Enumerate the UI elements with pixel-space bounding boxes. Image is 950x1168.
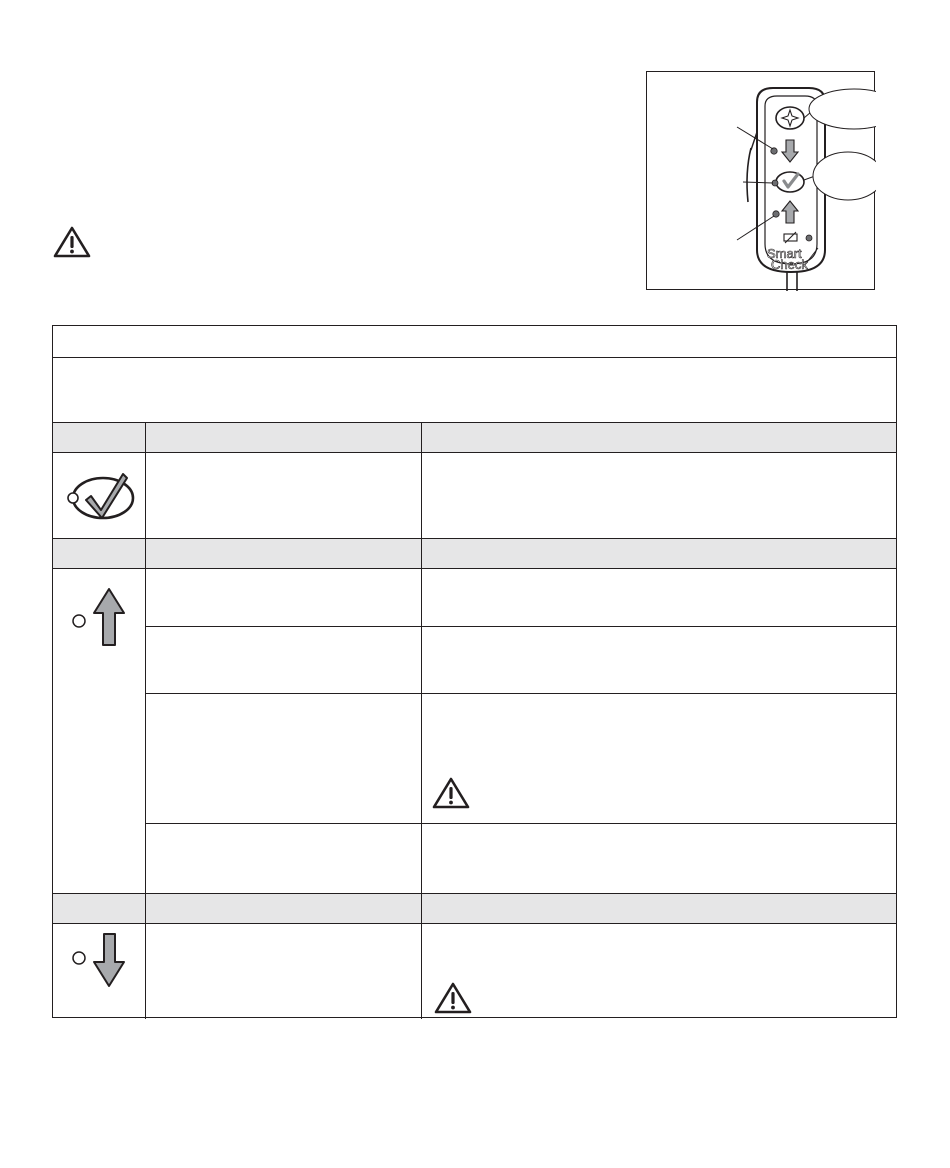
up-arrow-icon <box>69 585 129 651</box>
device-figure <box>646 71 875 290</box>
brand-smart-text: Smart <box>767 246 802 261</box>
down-arrow-icon <box>69 930 129 990</box>
warning-triangle-icon <box>52 225 92 259</box>
table-header-row <box>53 538 896 568</box>
table-header-row <box>53 422 896 452</box>
warning-triangle-icon <box>433 981 473 1015</box>
table-header-row <box>53 893 896 923</box>
indicator-table <box>52 325 897 1018</box>
check-button-icon <box>65 464 141 526</box>
warning-triangle-icon <box>431 776 471 810</box>
brand-check-text: Check <box>771 257 808 272</box>
